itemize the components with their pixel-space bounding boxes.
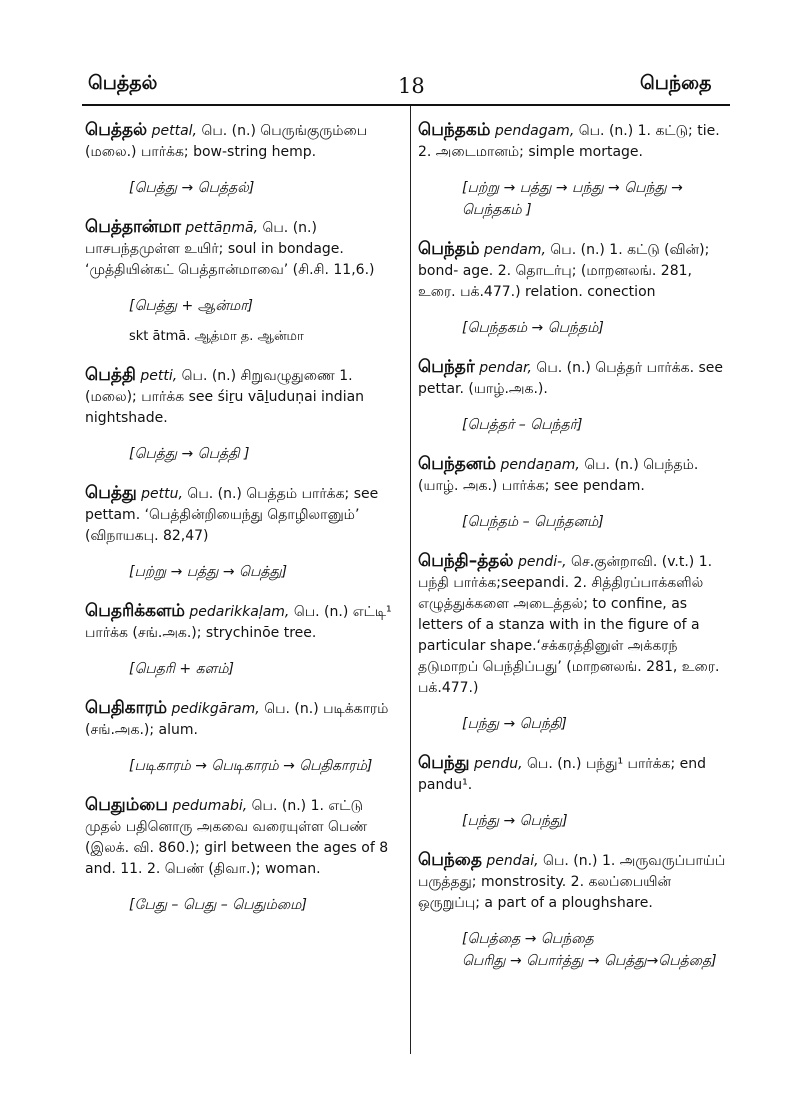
- transliteration: pettāṉmā,: [185, 220, 259, 236]
- headword: பெந்தகம்: [418, 120, 491, 140]
- column-divider: [410, 106, 411, 1054]
- sanskrit-note: skt ātmā. ஆத்மா த. ஆன்மா: [129, 329, 304, 344]
- etymology: [462, 317, 730, 339]
- etymology-line: [பெந்தம் – பெந்தனம்]: [462, 514, 604, 530]
- definition: பெ. (n.) எட்டி¹ பார்க்க (சங்.அக.); strychinōe tree.: [85, 604, 392, 641]
- dictionary-entry: [418, 357, 730, 436]
- entry-text: [418, 753, 730, 796]
- etymology-line: [பந்து → பெந்து]: [462, 813, 568, 829]
- transliteration: pendar,: [479, 360, 532, 376]
- entry-text: [85, 120, 400, 163]
- dictionary-entry: [85, 365, 400, 465]
- transliteration: pettu,: [141, 486, 183, 502]
- etymology-line: [பற்று → பத்து → பெத்து]: [129, 564, 288, 580]
- definition: பெ. (n.) 1. கட்டு; tie. 2. அடைமானம்; simple mortage.: [418, 123, 720, 160]
- etymology-line: [பெதரி + களம்]: [129, 661, 234, 677]
- transliteration: pendu,: [473, 756, 523, 772]
- entry-text: [85, 698, 400, 741]
- headword: பெந்தனம்: [418, 454, 497, 474]
- etymology: [462, 177, 730, 221]
- dictionary-entry: [418, 551, 730, 735]
- definition: பெ. (n.) பெந்தம். (யாழ். அக.) பார்க்க; see pendam.: [418, 457, 699, 494]
- etymology: [462, 414, 730, 436]
- headword: பெந்து: [418, 753, 470, 773]
- left-column: [85, 120, 400, 916]
- dictionary-entry: [418, 239, 730, 339]
- etymology-line: [பந்து → பெந்தி]: [462, 716, 567, 732]
- transliteration: pendi-,: [517, 554, 567, 570]
- etymology: [129, 295, 400, 317]
- etymology: [129, 658, 400, 680]
- etymology-line: [பெந்தகம் → பெந்தம்]: [462, 320, 604, 336]
- etymology: [462, 928, 730, 972]
- right-column: [418, 120, 730, 972]
- headword: பெந்தர்: [418, 357, 475, 377]
- definition: பெ. (n.) பெத்தர் பார்க்க. see pettar. (யாழ்.அக.).: [418, 360, 724, 397]
- etymology: [129, 755, 400, 777]
- dictionary-entry: [85, 698, 400, 777]
- etymology-line: பெரிது → பொர்த்து → பெத்து→பெத்தை]: [462, 953, 717, 969]
- header-left-guide-word: பெத்தல்: [88, 72, 158, 94]
- transliteration: pendai,: [486, 853, 539, 869]
- page-number: 18: [398, 74, 425, 98]
- headword: பெத்து: [85, 483, 137, 503]
- transliteration: pendaṉam,: [500, 457, 580, 473]
- dictionary-entry: [85, 795, 400, 916]
- transliteration: pedumabi,: [172, 798, 248, 814]
- headword: பெத்தான்மா: [85, 217, 181, 237]
- transliteration: pendam,: [484, 242, 546, 258]
- etymology: [462, 810, 730, 832]
- dictionary-entry: [418, 454, 730, 533]
- etymology-line: [பெத்தர் – பெந்தர்]: [462, 417, 583, 433]
- etymology-line: [பெத்தை → பெந்தை: [462, 931, 594, 947]
- headword: பெதும்பை: [85, 795, 169, 815]
- entry-text: [418, 239, 730, 303]
- etymology: [462, 511, 730, 533]
- dictionary-entry: [418, 753, 730, 832]
- entry-text: [85, 365, 400, 429]
- etymology: [129, 561, 400, 583]
- headword: பெத்தல்: [85, 120, 148, 140]
- transliteration: pedikgāram,: [171, 701, 260, 717]
- definition: பெ. (n.) 1. கட்டு (வின்); bond- age. 2. தொடர்பு; (மாறனலங். 281, உரை. பக்.477.) relation. conection: [418, 242, 710, 300]
- definition: பெ. (n.) 1. அருவருப்பாய்ப் பருத்தது; monstrosity. 2. கலப்பையின் ஒருறுப்பு; a part of a ploughshare.: [418, 853, 726, 911]
- entry-text: [418, 120, 730, 163]
- definition: பெ. (n.) பெத்தம் பார்க்க; see pettam. ‘பெத்தின்றியைந்து தொழிலானும்’ (விநாயகபு. 82,47): [85, 486, 379, 544]
- header-rule: [82, 104, 730, 106]
- entry-text: [418, 850, 730, 914]
- etymology: [462, 713, 730, 735]
- definition: பெ. (n.) படிக்காரம் (சங்.அக.); alum.: [85, 701, 389, 738]
- etymology-line: [படிகாரம் → பெடிகாரம் → பெதிகாரம்]: [129, 758, 373, 774]
- dictionary-entry: [85, 120, 400, 199]
- transliteration: petti,: [140, 368, 178, 384]
- etymology-line: [பேது – பெது – பெதும்மை]: [129, 897, 307, 913]
- definition: பெ. (n.) 1. எட்டு முதல் பதினொரு அகவை வரையுள்ள பெண் (இலக். வி. 860.); girl between the ages of 8 and. 11. 2. பெண் (திவா.); woman.: [85, 798, 389, 877]
- entry-text: [418, 551, 730, 699]
- headword: பெந்தை: [418, 850, 482, 870]
- dictionary-entry: [418, 850, 730, 972]
- headword: பெதரிக்களம்: [85, 601, 185, 621]
- entry-text: [85, 795, 400, 880]
- etymology-line: [பற்று → பத்து → பந்து → பெந்து → பெந்தகம் ]: [462, 180, 683, 218]
- etymology-line: [பெத்து → பெத்தல்]: [129, 180, 255, 196]
- headword: பெத்தி: [85, 365, 136, 385]
- definition: பெ. (n.) சிறுவழுதுணை 1. (மலை); பார்க்க see śiṟu vāḻuduṇai indian nightshade.: [85, 368, 365, 426]
- dictionary-entry: [418, 120, 730, 221]
- headword: பெந்தி–த்தல்: [418, 551, 514, 571]
- etymology-line: [பெத்து + ஆன்மா]: [129, 298, 253, 314]
- headword: பெதிகாரம்: [85, 698, 168, 718]
- transliteration: pettal,: [151, 123, 197, 139]
- transliteration: pendagam,: [494, 123, 575, 139]
- definition: பெ. (n.) பாசபந்தமுள்ள உயிர்; soul in bondage. ‘முத்தியின்கட் பெத்தான்மாவை’ (சி.சி. 11,6.): [85, 220, 375, 278]
- definition: செ.குன்றாவி. (v.t.) 1. பந்தி பார்க்க;seepandi. 2. சித்திரப்பாக்களில் எழுத்துக்களை அடைத்தல்; to confine, as letters of a stanza with in the figure of a particular shape.‘சக்கரத்தினுள் அக்கரந் தடுமாறப் பெந்திப்பது’ (மாறனலங். 281, உரை. பக்.477.): [418, 554, 720, 696]
- entry-text: [85, 601, 400, 644]
- transliteration: pedarikkaḷam,: [189, 604, 290, 620]
- dictionary-entry: [85, 483, 400, 583]
- entry-text: [85, 483, 400, 547]
- etymology-line: [பெத்து → பெத்தி ]: [129, 446, 250, 462]
- definition: பெ. (n.) பந்து¹ பார்க்க; end pandu¹.: [418, 756, 707, 793]
- etymology: [129, 443, 400, 465]
- etymology: [129, 177, 400, 199]
- dictionary-entry: [85, 217, 400, 347]
- entry-text: [418, 454, 730, 497]
- entry-text: [418, 357, 730, 400]
- entry-text: [85, 217, 400, 281]
- definition: பெ. (n.) பெருங்குரும்பை (மலை.) பார்க்க; bow-string hemp.: [85, 123, 368, 160]
- etymology: [129, 894, 400, 916]
- headword: பெந்தம்: [418, 239, 480, 259]
- dictionary-entry: [85, 601, 400, 680]
- header-right-guide-word: பெந்தை: [640, 72, 712, 94]
